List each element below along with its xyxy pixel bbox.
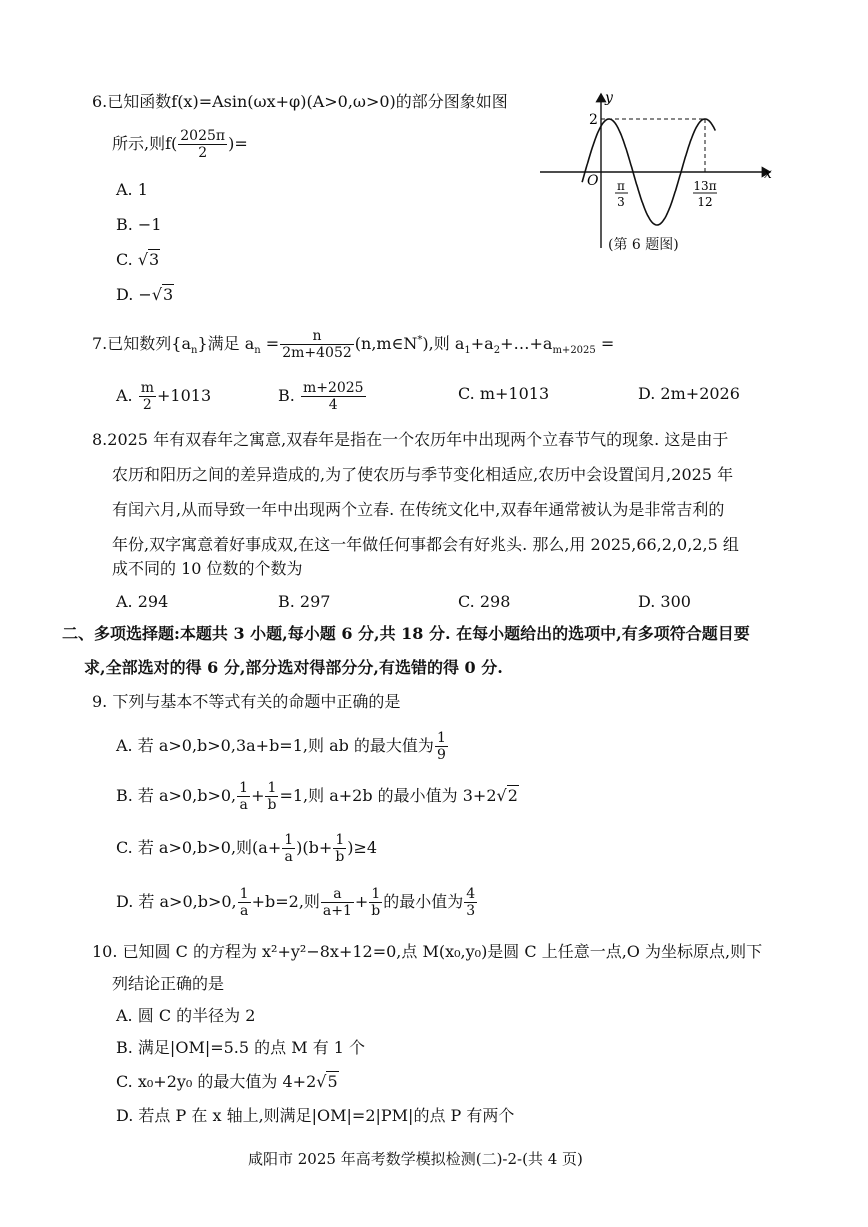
q7-option-d: D. 2m+2026	[638, 384, 740, 403]
q10-option-c-radicand: 5	[327, 1072, 338, 1091]
q10-option-a: A. 圆 C 的半径为 2	[116, 1006, 256, 1025]
q6-option-c-label: C.	[116, 250, 138, 269]
q7-stem-post: (n,m∈N	[354, 334, 418, 353]
q9-option-b-plus: +	[251, 786, 265, 805]
q7-fraction	[280, 328, 354, 361]
q6-stem-line2	[112, 128, 248, 161]
q8-option-d: D. 300	[638, 592, 691, 611]
q9-option-d-f2n: a	[321, 886, 354, 903]
q7-option-a-num: m	[140, 380, 155, 396]
q6-option-c-radicand: 3	[149, 250, 160, 269]
q6-option-d: D. −√3	[116, 285, 174, 304]
q9-option-d-f1n: 1	[239, 886, 249, 902]
q10-option-c: C. x₀+2y₀ 的最大值为 4+2√5	[116, 1072, 338, 1091]
q10-line-2: 列结论正确的是	[112, 974, 225, 993]
q7-sum-end: =	[595, 334, 615, 353]
q9-option-d-plus: +	[354, 892, 369, 911]
q9-option-d-frac1	[238, 886, 251, 919]
q8-line-5: 成不同的 10 位数的个数为	[112, 559, 303, 578]
q9-option-b-frac1	[237, 780, 250, 813]
q6-stem-line1: 6.已知函数f(x)=Asin(ωx+φ)(A>0,ω>0)的部分图象如图	[92, 92, 508, 111]
q9-option-c-f1d: a	[284, 849, 293, 865]
q9-option-d	[116, 886, 478, 919]
q8-option-c: C. 298	[458, 592, 511, 611]
q9-option-d-frac3	[369, 886, 382, 919]
q6-figure-sine-graph	[535, 86, 780, 256]
q9-option-d-f2d: a+1	[322, 903, 352, 919]
q9-option-d-mid: +b=2,则	[251, 892, 320, 911]
q6-x-label: x	[764, 166, 772, 182]
q9-option-c	[116, 832, 377, 865]
q9-option-c-post: )≥4	[347, 838, 378, 857]
section-2-header-line2: 求,全部选对的得 6 分,部分选对得部分分,有选错的得 0 分.	[84, 658, 503, 677]
q6-max-label: 2	[589, 112, 598, 128]
q7-stem-mid: }满足 a	[197, 334, 255, 353]
q9-option-d-f4d: 3	[466, 903, 476, 919]
q9-option-a-den: 9	[436, 747, 446, 763]
q7-frac-den: 2m+4052	[282, 345, 352, 361]
q8-line-2: 农历和阳历之间的差异造成的,为了使农历与季节变化相适应,农历中会设置闰月,2025 年	[112, 465, 734, 484]
q10-line-1: 10. 已知圆 C 的方程为 x²+y²−8x+12=0,点 M(x₀,y₀)是圆 C 上任意一点,O 为坐标原点,则下	[92, 942, 763, 961]
q7-option-a-frac	[139, 380, 156, 413]
q6-tick1-num: π	[617, 179, 625, 193]
q6-option-a: A. 1	[116, 180, 148, 199]
q6-y-label: y	[605, 90, 613, 106]
q7-option-b	[278, 380, 367, 413]
q9-option-b-f2d: b	[267, 797, 277, 813]
q9-option-c-frac2	[333, 832, 346, 865]
q7-option-b-label: B.	[278, 386, 295, 405]
q7-stem-tail: ),则 a	[422, 334, 465, 353]
q6-option-c: C. √3	[116, 250, 160, 269]
q9-option-b-f1n: 1	[239, 780, 249, 796]
q9-option-d-post: 的最小值为	[383, 892, 464, 911]
q7-option-a-label: A.	[116, 386, 133, 405]
q9-option-c-mid: )(b+	[296, 838, 333, 857]
q7-sum-sub: m+2025	[552, 345, 596, 357]
q10-option-d: D. 若点 P 在 x 轴上,则满足|OM|=2|PM|的点 P 有两个	[116, 1106, 515, 1125]
section-2-header-line1: 二、多项选择题:本题共 3 小题,每小题 6 分,共 18 分. 在每小题给出的选项中,有多项符合题目要	[62, 624, 750, 643]
q6-tick1-den: 3	[617, 195, 625, 209]
q7-stem: 7.已知数列$\{a_n\}$满足 $a_n$ = $\frac{n}{2m+4052}$ (n,m∈N*),则 $a_1+a_2+\dots+a_{m+2025}$ =	[92, 328, 615, 361]
q6-tick2-den: 12	[697, 195, 713, 209]
q6-option-b: B. −1	[116, 215, 162, 234]
q8-line-4: 年份,双字寓意着好事成双,在这一年做任何事都会有好兆头. 那么,用 2025,66,2,0,2,5 组	[112, 535, 739, 554]
q7-frac-num: n	[280, 328, 354, 345]
q7-option-b-den: 4	[328, 397, 338, 413]
q7-option-b-num: m+2025	[302, 380, 364, 396]
page-footer: 咸阳市 2025 年高考数学模拟检测(二)-2-(共 4 页)	[248, 1150, 583, 1168]
q9-option-d-f1d: a	[239, 903, 249, 919]
q7-sum-dots: +…+a	[500, 334, 553, 353]
q9-option-b-post: =1,则 a+2b 的最小值为 3+2	[279, 786, 497, 805]
q8-line-1: 8.2025 年有双春年之寓意,双春年是指在一个农历年中出现两个立春节气的现象. 这是由于	[92, 430, 729, 449]
q10-option-b: B. 满足|OM|=5.5 的点 M 有 1 个	[116, 1038, 366, 1057]
q7-stem-pre: 7.已知数列{a	[92, 334, 191, 353]
q9-option-b: B. 若 a>0,b>0, $\frac{1}{a}$ + $\frac{1}{b}$ =1,则 a+2b 的最小值为 3+2√2	[116, 780, 518, 813]
q9-option-b-frac2	[265, 780, 278, 813]
q6-tick2-num: 13π	[693, 179, 717, 193]
q6-fraction	[178, 128, 227, 161]
q6-origin-label: O	[587, 173, 599, 189]
q9-option-b-pre: B. 若 a>0,b>0,	[116, 786, 237, 805]
q9-option-c-frac1	[282, 832, 295, 865]
q9-option-d-frac2	[321, 886, 354, 919]
q7-option-b-frac	[301, 380, 366, 413]
q6-stem-suffix: )=	[228, 134, 248, 153]
q6-option-d-radicand: 3	[163, 285, 174, 304]
q6-frac-den: 2	[198, 145, 208, 161]
q6-figure-caption: (第 6 题图)	[608, 237, 679, 253]
q6-option-d-label: D. −	[116, 285, 152, 304]
q9-option-c-pre: C. 若 a>0,b>0,则(a+	[116, 838, 282, 857]
q9-option-a-frac	[435, 730, 448, 763]
q9-option-c-f2d: b	[335, 849, 345, 865]
q9-option-d-f3n: 1	[369, 886, 382, 903]
q8-option-b: B. 297	[278, 592, 331, 611]
q9-stem: 9. 下列与基本不等式有关的命题中正确的是	[92, 692, 401, 711]
q7-option-a	[116, 380, 211, 413]
q7-sum-text: +a	[470, 334, 494, 353]
q9-option-d-f4n: 4	[466, 886, 476, 902]
q9-option-d-frac4	[464, 886, 477, 919]
q7-option-a-post: +1013	[157, 386, 212, 405]
q6-stem-prefix: 所示,则f(	[112, 134, 178, 153]
q9-option-c-f2n: 1	[333, 832, 346, 849]
q6-frac-num: 2025π	[180, 128, 226, 144]
q9-option-b-f1d: a	[239, 797, 248, 813]
q7-option-c: C. m+1013	[458, 384, 550, 403]
q9-option-c-f1n: 1	[284, 832, 294, 848]
q8-option-a: A. 294	[116, 592, 169, 611]
q9-option-a-num: 1	[436, 730, 446, 746]
q9-option-d-pre: D. 若 a>0,b>0,	[116, 892, 237, 911]
q9-option-a-text: A. 若 a>0,b>0,3a+b=1,则 ab 的最大值为	[116, 736, 434, 755]
q7-option-a-den: 2	[142, 397, 152, 413]
q7-stem-eq: =	[260, 334, 280, 353]
q8-line-3: 有闰六月,从而导致一年中出现两个立春. 在传统文化中,双春年通常被认为是非常吉利的	[112, 500, 725, 519]
q9-option-a	[116, 730, 449, 763]
q10-option-c-pre: C. x₀+2y₀ 的最大值为 4+2	[116, 1072, 317, 1091]
q9-option-d-f3d: b	[371, 903, 381, 919]
q9-option-b-radicand: 2	[507, 786, 518, 805]
q9-option-b-f2n: 1	[265, 780, 278, 797]
